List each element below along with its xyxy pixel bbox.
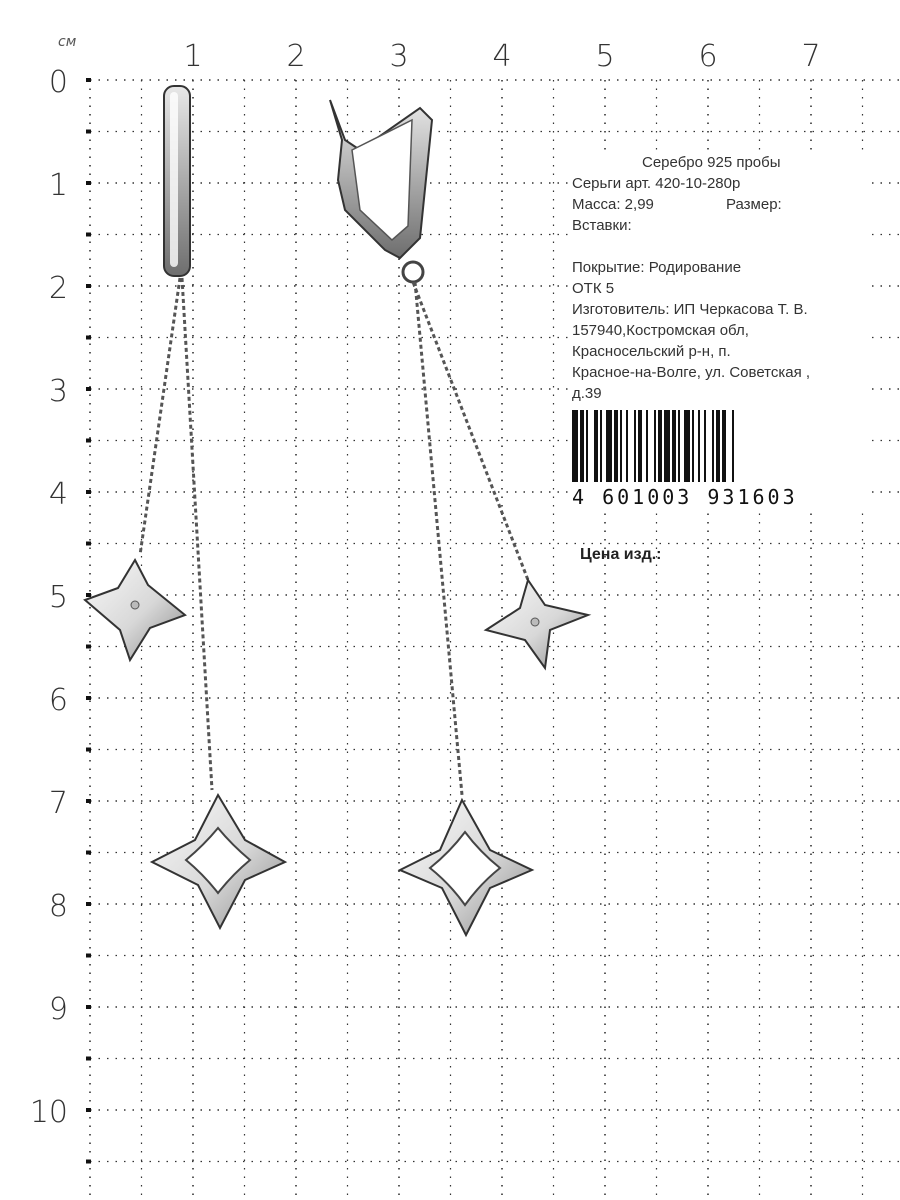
- ruler-tick-mark: [86, 1005, 91, 1009]
- ruler-unit: см: [58, 34, 77, 50]
- ruler-tick-mark: [86, 78, 91, 82]
- tag-size: Размер:: [726, 196, 782, 213]
- tag-mass: Масса: 2,99: [572, 196, 654, 213]
- tag-maker-line: Красное-на-Волге, ул. Советская ,: [572, 364, 811, 381]
- right-chain-a: [413, 282, 528, 580]
- ruler-tick-mark: [86, 1108, 91, 1112]
- ruler-left-number: 10: [29, 1095, 68, 1130]
- ruler-tick-mark: [86, 593, 91, 597]
- ruler-top-number: 5: [595, 39, 615, 74]
- ruler-left-number: 6: [48, 683, 68, 718]
- tag-maker-line: Красносельский р-н, п.: [572, 343, 731, 360]
- ruler-tick-mark: [86, 902, 91, 906]
- ruler-left-number: 7: [48, 786, 68, 821]
- ruler-top-number: 3: [389, 39, 409, 74]
- tag-title: Серебро 925 пробы: [642, 154, 781, 171]
- tag-maker-line: Изготовитель: ИП Черкасова Т. В.: [572, 301, 808, 318]
- ruler-tick-mark: [86, 1057, 91, 1061]
- ruler-left-number: 4: [48, 477, 68, 512]
- ruler-tick-mark: [86, 748, 91, 752]
- ruler-tick-mark: [86, 284, 91, 288]
- ruler-left-number: 5: [48, 580, 68, 615]
- left-star-charm: [85, 560, 185, 660]
- barcode-image: [572, 410, 834, 482]
- tag-otk: ОТК 5: [572, 280, 615, 297]
- ruler-tick-mark: [86, 851, 91, 855]
- price-label: Цена изд.:: [580, 546, 662, 563]
- ruler-left-number: 9: [48, 992, 68, 1027]
- tag-article: Серьги арт. 420-10-280р: [572, 175, 741, 192]
- ruler-tick-mark: [86, 954, 91, 958]
- ruler-tick-mark: [86, 130, 91, 134]
- tag-maker-line: д.39: [572, 385, 602, 402]
- ruler-tick-mark: [86, 645, 91, 649]
- ruler-tick-mark: [86, 181, 91, 185]
- right-earring: [330, 100, 588, 935]
- tag-inserts: Вставки:: [572, 217, 632, 234]
- left-chain-a: [140, 278, 180, 555]
- ruler-tick-mark: [86, 799, 91, 803]
- product-tag: [572, 152, 872, 508]
- ruler-top-number: 4: [492, 39, 512, 74]
- ruler-tick-mark: [86, 387, 91, 391]
- ruler-left-number: 2: [48, 271, 68, 306]
- right-chain-b: [415, 282, 462, 795]
- barcode-digits: 4 601003 931603: [572, 485, 798, 509]
- tag-coating: Покрытие: Родирование: [572, 259, 742, 276]
- ruler-tick-mark: [86, 439, 91, 443]
- ruler-tick-mark: [86, 336, 91, 340]
- tag-mass-size-row: [572, 194, 872, 215]
- ruler-top-number: 7: [801, 39, 821, 74]
- ruler-tick-mark: [86, 542, 91, 546]
- ruler-left-number: 1: [48, 168, 68, 203]
- left-chain-b: [182, 278, 212, 790]
- ruler-top-number: 6: [698, 39, 718, 74]
- tag-maker-line: 157940,Костромская обл,: [572, 322, 749, 339]
- ruler-tick-mark: [86, 696, 91, 700]
- ruler-tick-mark: [86, 490, 91, 494]
- ruler-tick-mark: [86, 233, 91, 237]
- ruler-left-number: 3: [48, 374, 68, 409]
- ruler-top-number: 2: [286, 39, 306, 74]
- ruler-left-number: 0: [48, 65, 68, 100]
- ruler-tick-mark: [86, 1160, 91, 1164]
- ruler-left-number: 8: [48, 889, 68, 924]
- ruler-top-number: 1: [183, 39, 203, 74]
